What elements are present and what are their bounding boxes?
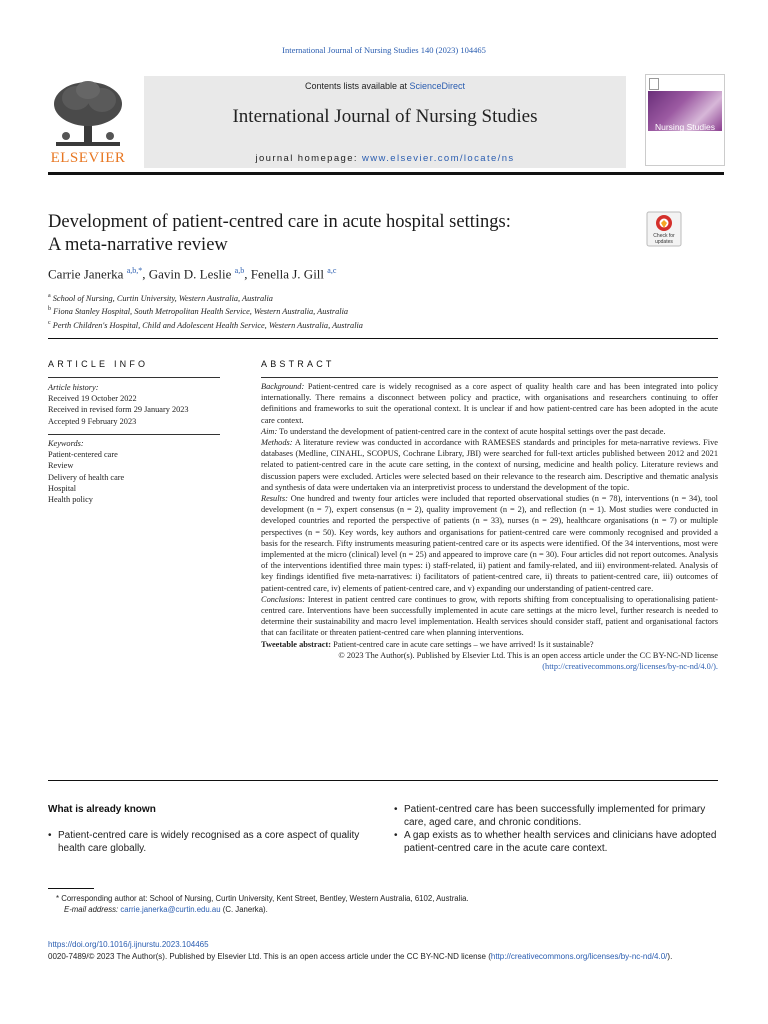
conclusions-label: Conclusions: (261, 594, 306, 604)
history-received: Received 19 October 2022 (48, 394, 137, 404)
abstract-copyright (261, 650, 718, 672)
background-label: Background: (261, 382, 305, 391)
issn-copyright-line (48, 952, 728, 961)
tweetable-text: Patient-centred care in acute care settings – we have arrived! Is it sustainable? (331, 639, 594, 649)
contents-line (144, 81, 626, 91)
methods-label: Methods: (261, 438, 293, 448)
affiliation-item (48, 291, 688, 304)
bullet-icon: • (48, 830, 52, 841)
author-name[interactable]: Fenella J. Gill (250, 266, 325, 282)
known-bullet-text: Patient-centred care has been successfully implemented for primary care, aged care, and chronic conditions. (404, 804, 706, 828)
footnote-rule (48, 888, 94, 889)
keywords-block (48, 438, 220, 505)
abstract-results (261, 493, 718, 594)
abstract-body (261, 381, 718, 672)
history-accepted: Accepted 9 February 2023 (48, 416, 137, 426)
corresponding-author-text: Corresponding author at: School of Nursing, Curtin University, Kent Street, Bentley, Western Australia, 6102, Australia. (61, 894, 469, 903)
affiliation-mark: a (48, 293, 51, 299)
issn-license-link[interactable]: http://creativecommons.org/licenses/by-nc-nd/4.0/ (490, 952, 668, 961)
bullet-icon: • (394, 804, 398, 815)
article-history (48, 382, 220, 427)
copyright-text: © 2023 The Author(s). Published by Elsevier Ltd. This is an open access article under the CC BY-NC-ND license (338, 650, 718, 660)
author-affiliation-marks[interactable]: a,b (234, 266, 245, 275)
abstract-methods (261, 437, 718, 493)
aim-label: Aim: (261, 426, 278, 436)
check-for-updates-label: Check for updates (653, 233, 675, 245)
author-name[interactable]: Gavin D. Leslie (148, 266, 232, 282)
issn-text: 0020-7489/© 2023 The Author(s). Published by Elsevier Ltd. This is an open access article under the CC BY-NC-ND license ( (48, 952, 491, 961)
known-bullet-item (394, 829, 722, 855)
abstract-conclusions (261, 594, 718, 639)
affiliation-text: Fiona Stanley Hospital, South Metropolitan Health Service, Western Australia, Australia (53, 307, 349, 317)
journal-cover-thumbnail[interactable] (645, 74, 725, 166)
abstract-end-rule (48, 780, 718, 781)
footnote-mark: * (56, 894, 60, 903)
journal-title: International Journal of Nursing Studies (232, 106, 538, 127)
affiliation-item (48, 304, 688, 317)
doi-link[interactable]: https://doi.org/10.1016/j.ijnurstu.2023.104465 (48, 940, 209, 949)
elsevier-wordmark: ELSEVIER (50, 150, 126, 166)
sciencedirect-link[interactable]: ScienceDirect (409, 81, 466, 91)
aim-text: To understand the development of patient-centred care in the context of acute hospital settings over the past decade. (277, 426, 666, 436)
author-list: Carrie Janerka $^{a,b,*}$, Gavin D. Leslie $^{a,b}$, Fenella J. Gill $^{a,c}$ (48, 266, 337, 282)
keyword-item: Hospital (48, 483, 77, 493)
issn-suffix: ). (667, 952, 673, 961)
known-bullet-item (394, 803, 722, 829)
author-affiliation-marks[interactable]: a,b,* (126, 266, 143, 275)
cover-title: Nursing Studies (654, 122, 715, 132)
email-suffix: (C. Janerka). (220, 905, 268, 914)
author-affiliation-marks[interactable]: a,c (327, 266, 337, 275)
article-info-rule (48, 377, 220, 378)
corresponding-author-footnote (48, 893, 708, 915)
keyword-item: Patient-centered care (48, 450, 118, 460)
known-bullet-text: Patient-centred care is widely recognised as a core aspect of quality health care globally. (58, 830, 360, 854)
affiliation-mark: b (48, 306, 51, 313)
affiliation-list (48, 291, 688, 331)
article-title-line-2: A meta-narrative review (48, 235, 228, 255)
abstract-heading: ABSTRACT (261, 359, 335, 369)
article-info-heading: ARTICLE INFO (48, 359, 149, 369)
known-bullet-text: A gap exists as to whether health services and clinicians have adopted patient-centred care in the acute care context. (404, 830, 717, 854)
bullet-icon: • (394, 830, 398, 841)
results-text: One hundred and twenty four articles were included that reported observational studies (n = 78), interventions (n = 34), tool development (n = 7), expert consensus (n = 2), quality improvement (n = 2), and reflection (n = 1). Most studies were conducted in developed countries and reported the perspective of patients (n = 33), nurses (n = 29), healthcare organisations (n = 7) or multiple perspectives (n = 50). Key words, key authors and organisations for patient-centred care were commonly recognised and provided a basis for the research. Fifty instruments measuring patient-centred care or its aspects were identified. Of the 34 interventions, most were implemented at the micro (clinical) level (n = 25) and appeared to improve care (n = 30). Four articles did not report outcomes. Analysis of the interventions identified three main types: i) staff-related, ii) patient and family-related, and iii) environment-related. Analysis of key findings identified five meta-narratives: i) facilitators of patient-centred care, ii) threats to patient-centred care, iii) outcomes of patient-centred care, iv) elements of patient-centred care, and v) expanding our understanding of patient-centred care. (261, 494, 718, 593)
journal-homepage-line (144, 153, 626, 164)
cover-logo-mark (649, 78, 659, 90)
tweetable-label: Tweetable abstract: (261, 639, 332, 649)
background-text: Patient-centred care is widely recognised as a core aspect of quality health care and has been integrated into policy internationally. There remains a disconnect between policy and practice, with organisations and researchers continuing to offer definitions and frameworks to suit the operational context. It is unclear if and how patient-centred care has been adopted in the acute care context. (261, 382, 718, 425)
affiliation-text: Perth Children's Hospital, Child and Adolescent Health Service, Western Australia, Australia (52, 320, 363, 330)
journal-citation-link[interactable]: International Journal of Nursing Studies 140 (2023) 104465 (282, 45, 486, 55)
article-title (48, 211, 608, 257)
what-is-known-heading: What is already known (48, 804, 156, 815)
section-rule (48, 338, 718, 339)
email-link[interactable]: carrie.janerka@curtin.edu.au (120, 905, 221, 914)
article-title-line-1: Development of patient-centred care in acute hospital settings: (48, 212, 511, 232)
methods-text: A literature review was conducted in accordance with RAMESES standards and principles for meta-narrative reviews. Five databases (Medline, CINAHL, SCOPUS, Cochrane Library, JBI) were searched for full-text articles published between 2012 and 2021 related to patient-centred care in the acute care setting, in the context of nursing, medicine and health policy. Literature reviews and discussion papers were excluded. Articles were selected based on their relevance to the research aim. Descriptive and thematic analysis and synthesis of data were undertaken via an interpretivist process to understand the development of the topic. (261, 438, 718, 492)
abstract-aim (261, 426, 718, 437)
known-bullet-item (48, 829, 378, 855)
affiliation-mark: c (48, 319, 51, 326)
keyword-item: Review (48, 461, 74, 471)
keywords-rule (48, 434, 220, 435)
masthead-rule (48, 172, 724, 175)
conclusions-text: Interest in patient centred care continues to grow, with reports shifting from conceptualising to operationalising patient-centred care. Interventions have been successfully implemented in acute care settings at the micro level, further research is needed to determine their sustainability and macro level implementation. Health services should consider staff, patient and organisational factors that can facilitate or threaten patient-centred care when planning interventions. (261, 594, 718, 638)
author-name[interactable]: Carrie Janerka (48, 266, 124, 282)
results-label: Results: (261, 494, 288, 504)
keyword-item: Delivery of health care (48, 472, 125, 482)
article-history-label: Article history: (48, 383, 99, 392)
history-revised: Received in revised form 29 January 2023 (48, 405, 189, 415)
abstract-rule (261, 377, 718, 378)
keyword-item: Health policy (48, 495, 93, 505)
affiliation-item (48, 318, 688, 331)
journal-homepage-link[interactable]: www.elsevier.com/locate/ns (361, 153, 515, 164)
homepage-prefix: journal homepage: (255, 153, 362, 164)
email-line (48, 904, 708, 915)
affiliation-text: School of Nursing, Curtin University, Western Australia, Australia (52, 293, 273, 303)
abstract-background (261, 381, 718, 426)
contents-prefix: Contents lists available at (304, 81, 410, 91)
footnote-line (48, 893, 708, 904)
license-link[interactable]: (http://creativecommons.org/licenses/by-nc-nd/4.0/). (542, 662, 718, 672)
abstract-tweetable (261, 639, 718, 650)
keywords-label: Keywords: (48, 439, 84, 448)
email-label: E-mail address: (64, 905, 119, 914)
